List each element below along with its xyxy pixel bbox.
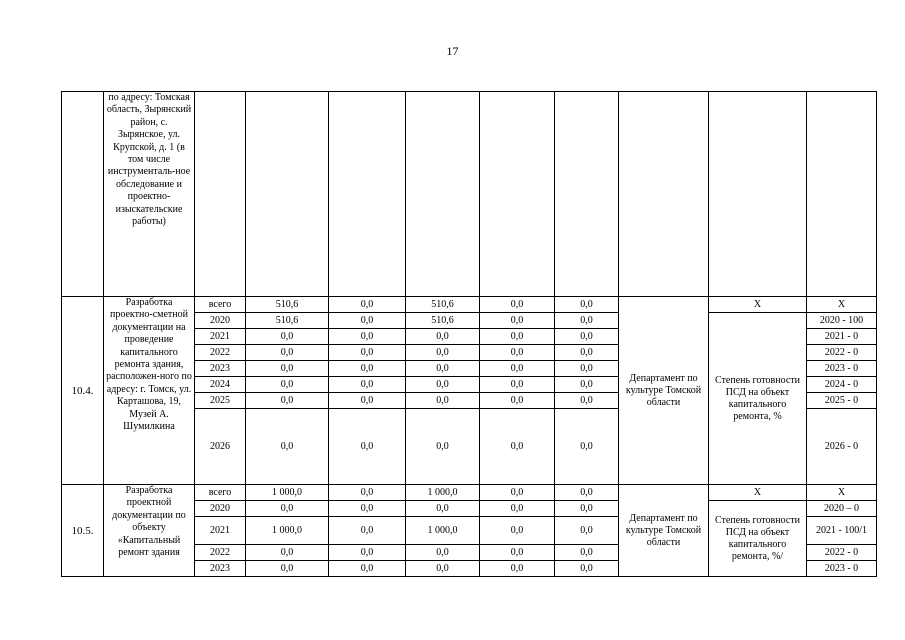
amount-cell: 0,0 — [246, 329, 329, 345]
amount-cell: 0,0 — [480, 297, 555, 313]
amount-cell: 0,0 — [246, 501, 329, 517]
year-cell: 2021 — [195, 329, 246, 345]
amount-cell: 510,6 — [406, 297, 480, 313]
amount-cell: 0,0 — [246, 345, 329, 361]
indicator-total-cell: Х — [709, 297, 807, 313]
page-number: 17 — [446, 44, 459, 58]
amount-cell: 0,0 — [555, 545, 619, 561]
amount-cell: 510,6 — [246, 313, 329, 329]
amount-cell: 0,0 — [246, 409, 329, 485]
amount-cell: 1 000,0 — [406, 485, 480, 501]
amount-cell: 0,0 — [480, 345, 555, 361]
indicator-value-cell: Х — [807, 297, 877, 313]
amount-cell: 0,0 — [329, 517, 406, 545]
amount-cell: 1 000,0 — [246, 517, 329, 545]
item-description: Разработка проектной документации по объекту «Капитальный ремонт здания — [104, 485, 195, 577]
table-row — [62, 297, 877, 313]
indicator-value-cell: 2025 - 0 — [807, 393, 877, 409]
amount-cell: 0,0 — [329, 377, 406, 393]
amount-cell: 0,0 — [329, 485, 406, 501]
amount-cell: 0,0 — [406, 345, 480, 361]
amount-cell: 0,0 — [555, 345, 619, 361]
indicator-value-cell: 2026 - 0 — [807, 409, 877, 485]
item-number: 10.5. — [62, 485, 104, 577]
amount-cell: 0,0 — [246, 361, 329, 377]
executor-cell: Департамент по культуре Томской области — [619, 485, 709, 577]
amount-cell: 0,0 — [246, 393, 329, 409]
year-cell: всего — [195, 485, 246, 501]
amount-cell: 0,0 — [246, 545, 329, 561]
amount-cell: 0,0 — [406, 561, 480, 577]
amount-cell: 0,0 — [480, 393, 555, 409]
amount-cell: 0,0 — [555, 329, 619, 345]
executor-cell: Департамент по культуре Томской области — [619, 297, 709, 485]
year-cell: 2024 — [195, 377, 246, 393]
amount-cell: 0,0 — [555, 409, 619, 485]
amount-cell: 0,0 — [329, 561, 406, 577]
amount-cell: 0,0 — [555, 377, 619, 393]
year-cell: 2025 — [195, 393, 246, 409]
indicator-value-cell: 2021 - 0 — [807, 329, 877, 345]
program-table — [61, 91, 877, 577]
indicator-value-cell: 2022 - 0 — [807, 545, 877, 561]
indicator-value-cell: Х — [807, 485, 877, 501]
amount-cell: 0,0 — [480, 501, 555, 517]
amount-cell: 0,0 — [406, 501, 480, 517]
table-row — [62, 485, 877, 501]
amount-cell: 0,0 — [406, 393, 480, 409]
amount-cell: 0,0 — [329, 297, 406, 313]
amount-cell: 0,0 — [555, 501, 619, 517]
indicator-value-cell: 2023 - 0 — [807, 361, 877, 377]
amount-cell: 1 000,0 — [246, 485, 329, 501]
amount-cell: 0,0 — [480, 561, 555, 577]
year-cell: 2023 — [195, 561, 246, 577]
indicator-value-cell: 2021 - 100/1 — [807, 517, 877, 545]
amount-cell: 0,0 — [329, 545, 406, 561]
amount-cell: 0,0 — [329, 393, 406, 409]
year-cell: 2021 — [195, 517, 246, 545]
amount-cell: 0,0 — [406, 361, 480, 377]
amount-cell: 0,0 — [406, 329, 480, 345]
amount-cell: 0,0 — [480, 329, 555, 345]
amount-cell: 0,0 — [329, 329, 406, 345]
amount-cell: 0,0 — [329, 313, 406, 329]
year-cell: всего — [195, 297, 246, 313]
year-cell: 2020 — [195, 501, 246, 517]
indicator-value-cell: 2020 – 0 — [807, 501, 877, 517]
description-cell: по адресу: Томская область, Зырянский район, с. Зырянское, ул. Крупской, д. 1 (в том числе инструменталь-ное обследование и проектно-изыскательские работы) — [104, 92, 195, 297]
amount-cell: 0,0 — [555, 393, 619, 409]
amount-cell: 1 000,0 — [406, 517, 480, 545]
continuation-row — [62, 92, 877, 297]
year-cell: 2022 — [195, 345, 246, 361]
item-description: Разработка проектно-сметной документации на проведение капитального ремонта здания, расположен-ного по адресу: г. Томск, ул. Карташова, 19, Музей А. Шумилкина — [104, 297, 195, 485]
amount-cell: 0,0 — [480, 361, 555, 377]
amount-cell: 0,0 — [555, 517, 619, 545]
amount-cell: 510,6 — [406, 313, 480, 329]
number-cell — [62, 92, 104, 297]
indicator-value-cell: 2020 - 100 — [807, 313, 877, 329]
amount-cell: 0,0 — [480, 545, 555, 561]
year-cell: 2023 — [195, 361, 246, 377]
indicator-value-cell: 2024 - 0 — [807, 377, 877, 393]
amount-cell: 0,0 — [329, 345, 406, 361]
amount-cell: 510,6 — [246, 297, 329, 313]
indicator-value-cell: 2022 - 0 — [807, 345, 877, 361]
indicator-cell: Степень готовности ПСД на объект капитального ремонта, %/ — [709, 501, 807, 577]
amount-cell: 0,0 — [555, 561, 619, 577]
amount-cell: 0,0 — [480, 409, 555, 485]
amount-cell: 0,0 — [329, 501, 406, 517]
year-cell: 2026 — [195, 409, 246, 485]
amount-cell: 0,0 — [406, 545, 480, 561]
amount-cell: 0,0 — [555, 485, 619, 501]
amount-cell: 0,0 — [246, 561, 329, 577]
amount-cell: 0,0 — [480, 377, 555, 393]
amount-cell: 0,0 — [329, 361, 406, 377]
amount-cell: 0,0 — [480, 517, 555, 545]
amount-cell: 0,0 — [329, 409, 406, 485]
year-cell: 2020 — [195, 313, 246, 329]
amount-cell: 0,0 — [555, 297, 619, 313]
item-number: 10.4. — [62, 297, 104, 485]
indicator-total-cell: Х — [709, 485, 807, 501]
indicator-value-cell: 2023 - 0 — [807, 561, 877, 577]
year-cell: 2022 — [195, 545, 246, 561]
amount-cell: 0,0 — [555, 313, 619, 329]
amount-cell: 0,0 — [406, 377, 480, 393]
amount-cell: 0,0 — [480, 485, 555, 501]
indicator-cell: Степень готовности ПСД на объект капитального ремонта, % — [709, 313, 807, 485]
amount-cell: 0,0 — [480, 313, 555, 329]
amount-cell: 0,0 — [555, 361, 619, 377]
amount-cell: 0,0 — [246, 377, 329, 393]
amount-cell: 0,0 — [406, 409, 480, 485]
